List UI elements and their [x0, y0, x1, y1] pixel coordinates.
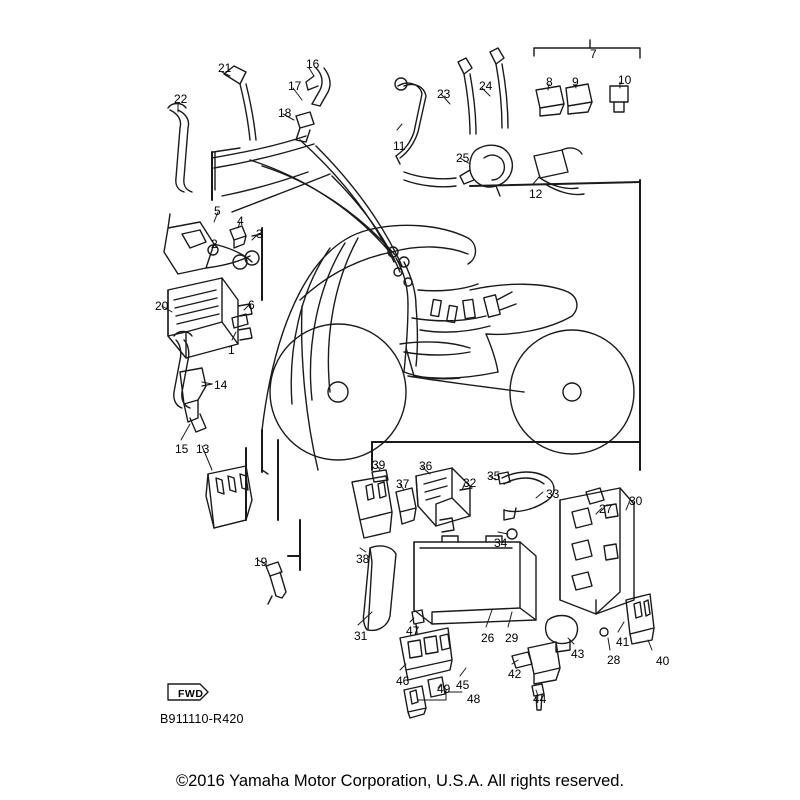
- callout-number-36: 36: [419, 459, 433, 473]
- callout-number-14: 14: [214, 378, 228, 392]
- callout-number-3: 3: [256, 227, 263, 241]
- callout-number-43: 43: [571, 647, 585, 661]
- callout-number-13: 13: [196, 442, 210, 456]
- callout-number-17: 17: [288, 79, 302, 93]
- callout-number-1: 1: [228, 343, 235, 357]
- callout-number-16: 16: [306, 57, 320, 71]
- callout-number-42: 42: [508, 667, 522, 681]
- callout-number-26: 26: [481, 631, 495, 645]
- callout-number-27: 27: [599, 502, 613, 516]
- callout-number-28: 28: [607, 653, 621, 667]
- callout-number-19: 19: [254, 555, 268, 569]
- callout-number-45: 45: [456, 678, 470, 692]
- copyright-notice: ©2016 Yamaha Motor Corporation, U.S.A. All rights reserved.: [175, 772, 625, 790]
- callout-number-25: 25: [456, 151, 470, 165]
- callout-number-29: 29: [505, 631, 519, 645]
- callout-number-8: 8: [546, 75, 553, 89]
- callout-number-47: 47: [406, 624, 420, 638]
- callout-number-33: 33: [546, 487, 560, 501]
- callout-number-23: 23: [437, 87, 451, 101]
- callout-number-9: 9: [572, 75, 579, 89]
- callout-number-6: 6: [248, 298, 255, 312]
- callout-number-30: 30: [629, 494, 643, 508]
- callout-number-48: 48: [467, 692, 481, 706]
- callout-number-24: 24: [479, 79, 493, 93]
- callout-number-38: 38: [356, 552, 370, 566]
- callout-number-31: 31: [354, 629, 368, 643]
- callout-number-22: 22: [174, 92, 188, 106]
- fwd-arrow-label: FWD: [178, 688, 204, 700]
- callout-number-21: 21: [218, 61, 232, 75]
- callout-number-49: 49: [437, 682, 451, 696]
- callout-number-20: 20: [155, 299, 169, 313]
- part-code: B911110-R420: [160, 712, 244, 726]
- callout-number-12: 12: [529, 187, 543, 201]
- callout-number-35: 35: [487, 469, 501, 483]
- callout-number-46: 46: [396, 674, 410, 688]
- callout-number-39: 39: [372, 458, 386, 472]
- callout-number-11: 11: [393, 139, 406, 153]
- callout-number-4: 4: [237, 214, 244, 228]
- callout-number-41: 41: [616, 635, 630, 649]
- callout-number-18: 18: [278, 106, 292, 120]
- callout-number-2: 2: [211, 237, 218, 251]
- callout-number-34: 34: [494, 536, 508, 550]
- callout-number-10: 10: [618, 73, 632, 87]
- callout-number-44: 44: [533, 692, 547, 706]
- callout-number-5: 5: [214, 204, 221, 218]
- callout-number-37: 37: [396, 477, 410, 491]
- callout-number-15: 15: [175, 442, 189, 456]
- callout-number-7: 7: [590, 47, 597, 61]
- callout-number-40: 40: [656, 654, 670, 668]
- callout-number-32: 32: [463, 476, 477, 490]
